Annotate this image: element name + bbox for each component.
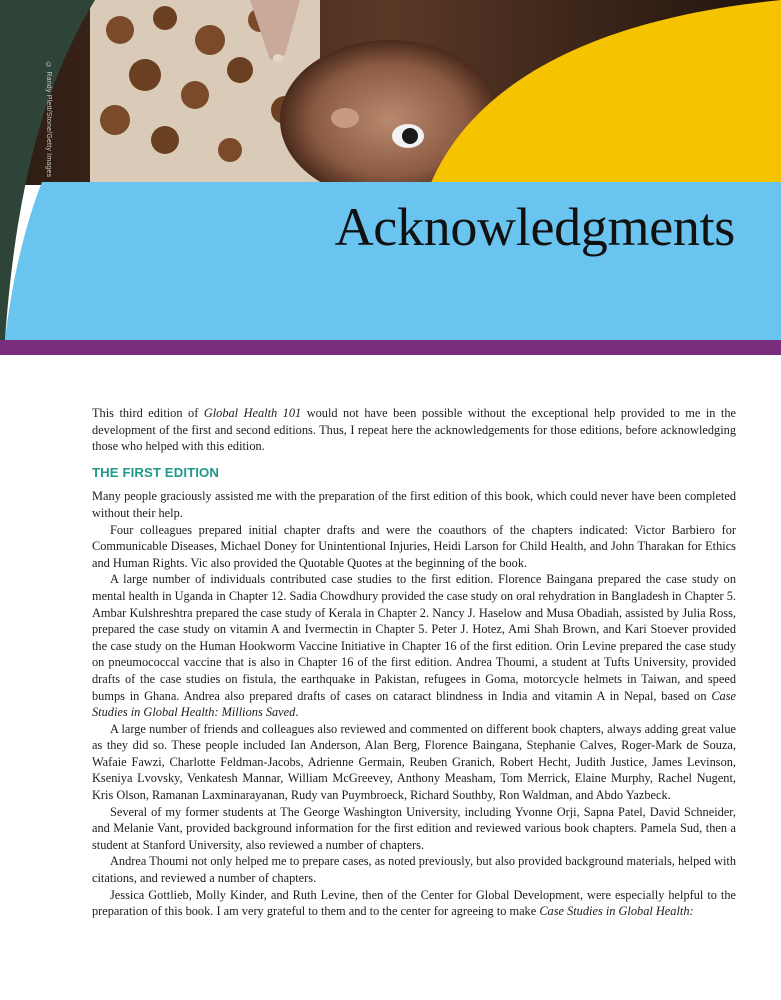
paragraph: A large number of friends and colleagues also reviewed and commented on different book chapters, always adding great value as they did so. These people included Ian Anderson, Alan Berg, Florence Baingana, Stephanie Calves, Roger-Mark de Souza, Wafaie Fawzi, Charlotte Feldman-Jacobs, Adrienne Germain, Reuben Granich, Robert Hecht, Judith Justice, James Levinson, Kseniya Lvovsky, Venkatesh Mannar, William McGreevey, Anthony Measham, Tom Merrick, Elaine Murphy, Rachel Nugent, Kris Olson, Ramanan Laxminarayanan, Rudy van Puymbroeck, Richard Southby, Ron Waldman, and Abdo Yazbeck.: [92, 721, 736, 803]
header-art: [0, 0, 781, 356]
paragraph: A large number of individuals contributed case studies to the first edition. Florence Baingana prepared the case study on mental health in Uganda in Chapter 12. Sadia Chowdhury provided the case study on oral rehydration in Bangladesh in Chapter 5. Ambar Kulshreshtra prepared the case study of Kerala in Chapter 2. Nancy J. Haselow and Musa Obadiah, assisted by Julia Ross, prepared the case study on vitamin A and Ivermectin in Chapter 5. Peter J. Hotez, Ami Shah Brown, and Kari Stoever provided the case study on the Human Hookworm Vaccine Initiative in Chapter 16 of the first edition. Orin Levine prepared the case study on pneumococcal vaccine that is also in Chapter 16 of the first edition. Andrea Thoumi, a student at Tufts University, provided drafts of the case studies on fistula, the earthquake in Pakistan, refugees in Goma, motorcycle helmets in Taiwan, and speed bumps in Ghana. Andrea also prepared drafts of cases on cataract blindness in India and vitamin A in Nepal, based on Case Studies in Global Health: Millions Saved.: [92, 572, 736, 720]
purple-strip: [0, 340, 781, 355]
paragraph: Many people graciously assisted me with the preparation of the first edition of this book, which could never have been completed without their help.: [92, 489, 736, 520]
paragraph: Four colleagues prepared initial chapter drafts and were the coauthors of the chapters indicated: Victor Barbiero for Communicable Diseases, Michael Doney for Unintentional Injuries, Heidi Larson for Child Health, and John Tharakan for Ethics and Human Rights. Vic also provided the Quotable Quotes at the beginning of the book.: [92, 522, 736, 570]
photo-credit: © Randy Plett/Stone/Getty Images: [45, 62, 52, 178]
book-title: Case Studies in Global Health: Millions Saved: [92, 688, 736, 720]
section-heading: THE FIRST EDITION: [92, 464, 219, 480]
body-text: [92, 405, 736, 920]
page-title: Acknowledgments: [334, 197, 735, 257]
book-title: Case Studies in Global Health:: [539, 904, 694, 919]
book-title: Global Health 101: [203, 406, 302, 420]
paragraph: Jessica Gottlieb, Molly Kinder, and Ruth Levine, then of the Center for Global Development, were especially helpful to the preparation of this book. I am very grateful to them and to the center for agreeing to make Case Studies in Global Health:: [92, 887, 736, 919]
paragraph: Several of my former students at The George Washington University, including Yvonne Orji, Sapna Patel, David Schneider, and Melanie Vant, provided background information for the first edition and reviewed various book chapters. Pamela Sud, then a student at Stanford University, also reviewed a number of chapters.: [92, 804, 736, 852]
paragraph: Andrea Thoumi not only helped me to prepare cases, as noted previously, but also provided background materials, helped with citations, and reviewed a number of chapters.: [92, 854, 736, 886]
chapter-header: [0, 0, 781, 356]
intro-paragraph: This third edition of Global Health 101 would not have been possible without the exceptional help provided to me in the development of the first and second editions. Thus, I repeat here the acknowledgements for those editions, before acknowledging those who helped with this edition.: [92, 406, 736, 454]
baby-nose: [331, 108, 359, 128]
